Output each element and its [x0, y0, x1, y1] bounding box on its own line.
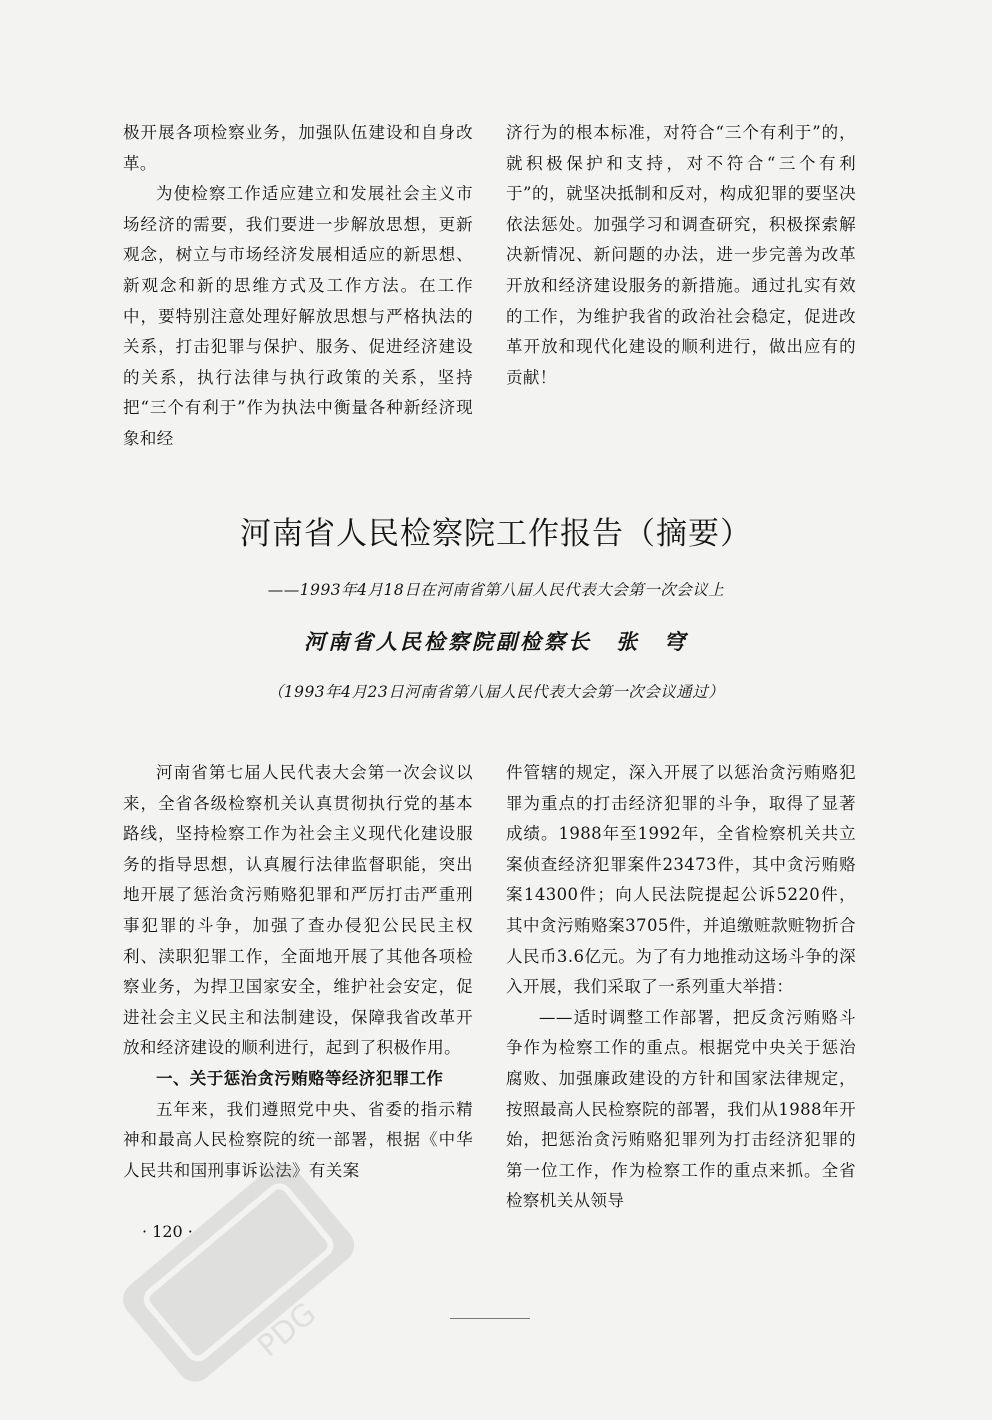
report-title: 河南省人民检察院工作报告（摘要） [240, 516, 752, 552]
paragraph: 件管辖的规定，深入开展了以惩治贪污贿赂犯罪为重点的打击经济犯罪的斗争，取得了显著成绩。1988年至1992年，全省检察机关共立案侦查经济犯罪案件23473件，其中贪污贿赂案14300件；向人民法院提起公诉5220件，其中贪污贿赂案3705件，并追缴赃款赃物折合人民币3.6亿元。为了有力地推动这场斗争的深入开展，我们采取了一系列重大举措： [506, 763, 856, 997]
page-number: · 120 · [142, 1222, 193, 1241]
watermark-label: PDG [251, 1296, 324, 1365]
bottom-right-column [506, 758, 856, 1217]
paragraph: 极开展各项检察业务，加强队伍建设和自身改革。 [123, 123, 473, 173]
pdg-watermark-icon [95, 1140, 395, 1420]
bottom-divider [450, 1318, 530, 1319]
paragraph: 为使检察工作适应建立和发展社会主义市场经济的需要，我们要进一步解放思想，更新观念，树立与市场经济发展相适应的新思想、新观念和新的思维方式及工作方法。在工作中，要特别注意处理好解放思想与严格执法的关系，打击犯罪与保护、服务、促进经济建设的关系，执行法律与执行政策的关系，坚持把“三个有利于”作为执法中衡量各种新经济现象和经 [123, 184, 473, 448]
paragraph: 五年来，我们遵照党中央、省委的指示精神和最高人民检察院的统一部署，根据《中华人民共和国刑事诉讼法》有关案 [123, 1099, 473, 1180]
adoption-note: （1993年4月23日河南省第八届人民代表大会第一次会议通过） [267, 683, 725, 701]
top-left-column [123, 118, 473, 455]
paragraph: 河南省第七届人民代表大会第一次会议以来，全省各级检察机关认真贯彻执行党的基本路线，坚持检察工作为社会主义现代化建设服务的指导思想，认真履行法律监督职能，突出地开展了惩治贪污贿赂犯罪和严厉打击严重刑事犯罪的斗争，加强了查办侵犯公民民主权利、渎职犯罪工作，全面地开展了其他各项检察业务，为捍卫国家安全，维护社会安定，促进社会主义民主和法制建设，保障我省改革开放和经济建设的顺利进行，起到了积极作用。 [123, 763, 473, 1058]
paragraph: ——适时调整工作部署，把反贪污贿赂斗争作为检察工作的重点。根据党中央关于惩治腐败、加强廉政建设的方针和国家法律规定，按照最高人民检察院的部署，我们从1988年开始，把惩治贪污贿赂犯罪列为打击经济犯罪的第一位工作，作为检察工作的重点来抓。全省检察机关从领导 [506, 1007, 856, 1211]
section-heading: 一、关于惩治贪污贿赂等经济犯罪工作 [156, 1068, 444, 1088]
top-right-column [506, 118, 856, 393]
report-subtitle: ——1993年4月18日在河南省第八届人民代表大会第一次会议上 [267, 581, 725, 599]
bottom-left-column [123, 758, 473, 1186]
paragraph: 济行为的根本标准，对符合“三个有利于”的，就积极保护和支持，对不符合“三个有利于”的，就坚决抵制和反对，构成犯罪的要坚决依法惩处。加强学习和调查研究，积极探索解决新情况、新问题的办法，进一步完善为改革开放和经济建设服务的新措施。通过扎实有效的工作，为维护我省的政治社会稳定，促进改革开放和现代化建设的顺利进行，做出应有的贡献！ [506, 123, 856, 387]
report-author: 河南省人民检察院副检察长 张 穹 [304, 629, 688, 654]
